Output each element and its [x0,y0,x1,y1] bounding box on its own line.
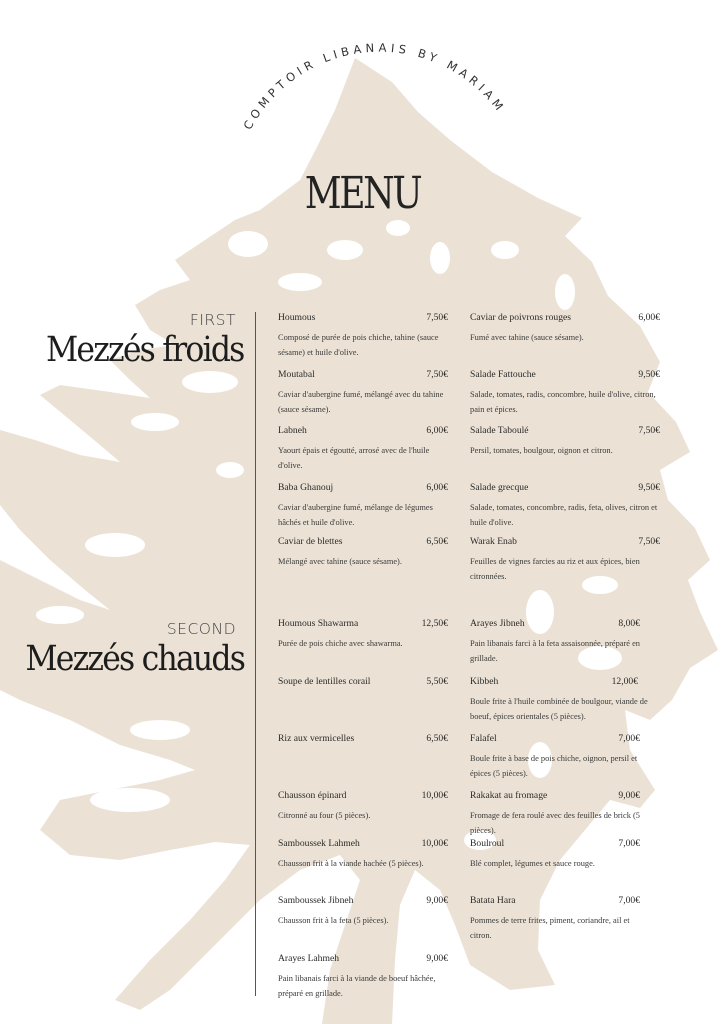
item-description: Feuilles de vignes farcies au riz et aux épices, bien citronnées. [470,557,640,581]
item-price: 8,00€ [618,618,640,629]
section-second-label: SECOND [166,620,236,638]
item-name: Rakakat au fromage [470,790,548,801]
item-description: Salade, tomates, concombre, radis, feta, olives, citron et huile d'olive. [470,503,658,527]
item-price: 12,50€ [421,618,448,629]
item-description: Composé de purée de pois chiche, tahine (sauce sésame) et huile d'olive. [278,333,439,357]
menu-item [470,312,660,345]
item-name: Caviar de blettes [278,536,343,547]
menu-item [278,733,448,744]
menu-item [278,895,448,928]
item-description: Fromage de fera roulé avec des feuilles de brick (5 pièces). [470,811,640,835]
menu-item [278,425,448,473]
item-description: Caviar d'aubergine fumé, mélange de légumes hâchés et huile d'olive. [278,503,433,527]
menu-item [470,482,660,530]
item-description: Yaourt épais et égoutté, arrosé avec de l'huile d'olive. [278,446,430,470]
item-description: Pain libanais farci à la feta assaisonnée, préparé en grillade. [470,639,640,663]
item-name: Batata Hara [470,895,516,906]
menu-item [470,790,640,838]
menu-item [470,425,660,458]
item-description: Purée de pois chiche avec shawarma. [278,639,403,648]
item-name: Samboussek Jibneh [278,895,354,906]
menu-item [470,536,660,584]
menu-item [278,536,448,569]
item-name: Arayes Lahmeh [278,953,340,964]
item-name: Salade Fattouche [470,369,536,380]
menu-item [278,953,448,1001]
item-description: Chausson frit à la viande hachée (5 pièces). [278,859,424,868]
item-price: 6,50€ [426,733,448,744]
item-description: Salade, tomates, radis, concombre, huile d'olive, citron, pain et épices. [470,390,656,414]
item-description: Boule frite à base de pois chiche, oignon, persil et épices (5 pièces). [470,754,638,778]
item-name: Arayes Jibneh [470,618,525,629]
item-name: Houmous Shawarma [278,618,359,629]
item-price: 7,50€ [426,369,448,380]
item-name: Soupe de lentilles corail [278,676,371,687]
item-price: 7,00€ [618,838,640,849]
item-description: Boule frite à l'huile combinée de boulgour, viande de boeuf, épices orientales (5 pièces). [470,697,648,721]
item-name: Riz aux vermicelles [278,733,355,744]
item-price: 9,50€ [638,369,660,380]
item-name: Kibbeh [470,676,499,687]
item-name: Houmous [278,312,316,323]
item-description: Mélangé avec tahine (sauce sésame). [278,557,402,566]
item-description: Fumé avec tahine (sauce sésame). [470,333,584,342]
menu-item [470,676,665,724]
item-price: 6,00€ [426,425,448,436]
item-price: 6,50€ [426,536,448,547]
brand-arc [0,0,725,260]
item-price: 9,50€ [638,482,660,493]
item-price: 6,00€ [638,312,660,323]
item-name: Boulroul [470,838,505,849]
menu-item [278,676,448,687]
menu-item [278,838,448,871]
item-price: 10,00€ [421,790,448,801]
item-price: 9,00€ [426,895,448,906]
item-price: 7,00€ [618,733,640,744]
item-price: 12,00€ [611,676,638,687]
menu-item [470,895,640,943]
item-name: Salade Taboulé [470,425,529,436]
item-name: Warak Enab [470,536,517,547]
menu-item [470,369,660,417]
item-description: Citronné au four (5 pièces). [278,811,371,820]
item-price: 10,00€ [421,838,448,849]
menu-item [278,618,448,651]
section-first-label: FIRST [189,311,236,329]
vertical-divider [255,312,256,996]
item-description: Pain libanais farci à la viande de boeuf hâchée, préparé en grillade. [278,974,436,998]
item-price: 7,50€ [638,425,660,436]
item-name: Salade grecque [470,482,529,493]
item-name: Moutabal [278,369,315,380]
menu-item [470,838,640,871]
menu-item [278,790,448,823]
menu-item [278,312,448,360]
item-price: 6,00€ [426,482,448,493]
item-name: Samboussek Lahmeh [278,838,360,849]
item-description: Chausson frit à la feta (5 pièces). [278,916,389,925]
item-name: Baba Ghanouj [278,482,334,493]
item-name: Chausson épinard [278,790,347,801]
item-price: 9,00€ [426,953,448,964]
menu-item [470,618,640,666]
menu-title: MENU [304,168,421,219]
item-price: 7,50€ [426,312,448,323]
menu-item [278,369,448,417]
item-description: Persil, tomates, boulgour, oignon et citron. [470,446,613,455]
brand-name: COMPTOIR LIBANAIS BY MARIAM [240,40,509,132]
menu-item [278,482,448,530]
item-name: Falafel [470,733,497,744]
item-price: 9,00€ [618,790,640,801]
item-description: Pommes de terre frites, piment, coriandre, ail et citron. [470,916,630,940]
section-first-title: Mezzés froids [46,330,244,370]
item-price: 7,00€ [618,895,640,906]
item-description: Blé complet, légumes et sauce rouge. [470,859,595,868]
menu-item [470,733,640,781]
item-name: Labneh [278,425,307,436]
item-name: Caviar de poivrons rouges [470,312,571,323]
item-description: Caviar d'aubergine fumé, mélangé avec du tahine (sauce sésame). [278,390,444,414]
section-second-title: Mezzés chauds [25,639,244,679]
item-price: 5,50€ [426,676,448,687]
item-price: 7,50€ [638,536,660,547]
